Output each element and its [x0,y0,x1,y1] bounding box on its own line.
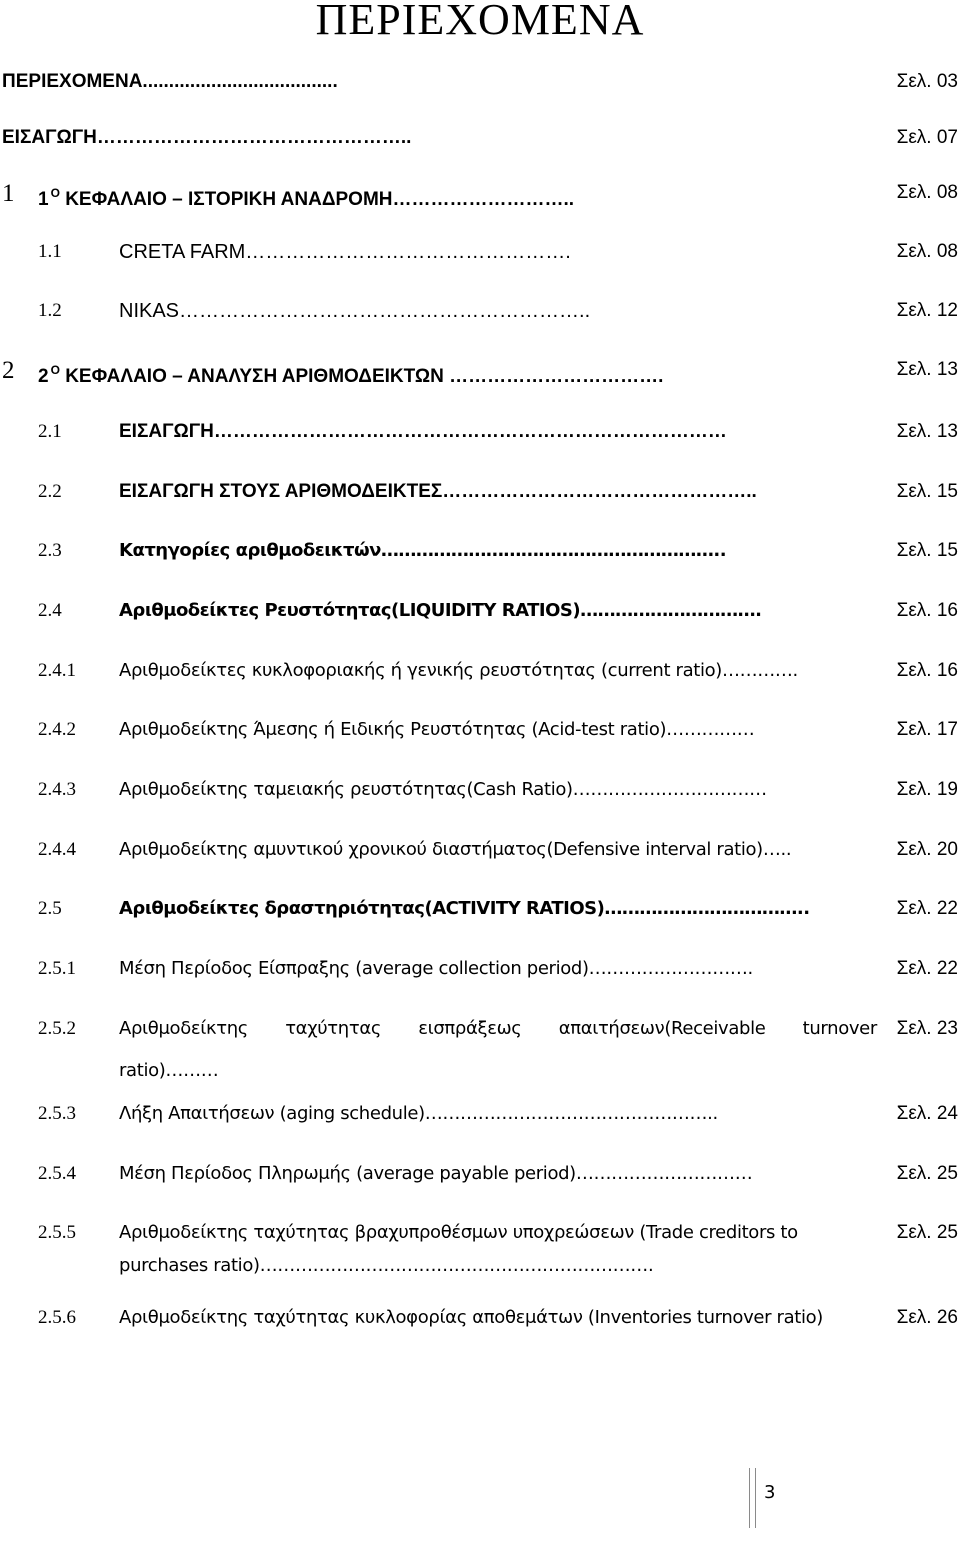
toc-entry-page: Σελ. 25 [896,1222,958,1243]
toc-entry-title: Μέση Περίοδος Πληρωμής (average payable period)………………………… [119,1163,753,1184]
toc-entry-number: 1 [2,180,15,207]
toc-entry-title: Αριθμοδείκτης ταμειακής ρευστότητας(Cash Ratio)…………………………… [119,779,767,800]
toc-entry-title: Αριθμοδείκτης ταχύτητας εισπράξεως απαιτήσεων(Receivable turnover [119,1018,877,1039]
toc-entry-title-continued: ratio)……… [119,1060,219,1081]
toc-entry-title: Μέση Περίοδος Είσπραξης (average collection period)………………………. [119,958,753,979]
toc-entry-title: ΕΙΣΑΓΩΓΗ……………………………………………………………………… [119,421,727,442]
toc-entry-number: 2.5.6 [38,1307,76,1328]
toc-entry-number: 2.5.2 [38,1018,76,1039]
toc-entry-page: Σελ. 23 [896,1018,958,1039]
toc-entry-title: Λήξη Απαιτήσεων (aging schedule)………………………………………….. [119,1103,718,1124]
toc-entry-page: Σελ. 13 [896,421,958,442]
toc-entry-title: Κατηγορίες αριθμοδεικτών………………………………………………….. [119,540,727,561]
toc-entry-number: 1.1 [38,241,62,262]
toc-entry-page: Σελ. 03 [896,71,958,92]
toc-entry-title-continued: purchases ratio)…………………………………………………………. [119,1255,654,1276]
toc-entry-title: Αριθμοδείκτης αμυντικού χρονικού διαστήματος(Defensive interval ratio)….. [119,839,792,860]
toc-entry-title: 1 $^O$ ΚΕΦΑΛΑΙΟ – ΙΣΤΟΡΙΚΗ ΑΝΑΔΡΟΜΗ……………………….. [38,186,575,210]
toc-entry-number: 2.5.1 [38,958,76,979]
toc-entry-page: Σελ. 15 [896,540,958,561]
toc-entry-number: 2.5.5 [38,1222,76,1243]
toc-entry-title: ΠΕΡΙΕΧΟΜΕΝΑ..................................... [2,71,338,92]
toc-entry-title: Αριθμοδείκτης ταχύτητας βραχυπροθέσμων υποχρεώσεων (Trade creditors to [119,1222,798,1243]
toc-entry-page: Σελ. 13 [896,359,958,380]
toc-entry-number: 2.5 [38,898,62,919]
toc-entry-title: 2 $^O$ ΚΕΦΑΛΑΙΟ – ΑΝΑΛΥΣΗ ΑΡΙΘΜΟΔΕΙΚΤΩΝ ……………………………. [38,363,664,387]
toc-entry-title: Αριθμοδείκτες δραστηριότητας(ACTIVITY RATIOS)…………………………….. [119,898,810,919]
toc-entry-number: 1.2 [38,300,62,321]
toc-entry-page: Σελ. 12 [896,300,958,321]
toc-entry-page: Σελ. 24 [896,1103,958,1124]
toc-entry-title: ΕΙΣΑΓΩΓΗ………………………………………….. [2,127,412,148]
toc-entry-page: Σελ. 20 [896,839,958,860]
toc-entry-page: Σελ. 25 [896,1163,958,1184]
toc-entry-page: Σελ. 22 [896,898,958,919]
toc-entry-page: Σελ. 07 [896,127,958,148]
toc-entry-title: NIKAS…………………………………………………….. [119,300,591,322]
toc-entry-page: Σελ. 17 [896,719,958,740]
toc-entry-number: 2.3 [38,540,62,561]
toc-entry-number: 2.5.4 [38,1163,76,1184]
toc-entry-page: Σελ. 22 [896,958,958,979]
toc-entry-page: Σελ. 16 [896,600,958,621]
toc-entry-page: Σελ. 15 [896,481,958,502]
toc-entry-number: 2.4 [38,600,62,621]
toc-entry-number: 2.4.4 [38,839,76,860]
toc-entry-title: Αριθμοδείκτες Ρευστότητας(LIQUIDITY RATIOS)…………………………. [119,600,762,621]
page-title: ΠΕΡΙΕΧΟΜΕΝΑ [315,0,645,44]
toc-entry-title: Αριθμοδείκτες κυκλοφοριακής ή γενικής ρευστότητας (current ratio)…………. [119,660,798,681]
toc-entry-page: Σελ. 26 [896,1307,958,1328]
toc-entry-number: 2.4.3 [38,779,76,800]
toc-entry-title: Αριθμοδείκτης Άμεσης ή Ειδικής Ρευστότητας (Acid-test ratio)…………… [119,719,755,740]
toc-entry-number: 2.4.1 [38,660,76,681]
toc-entry-title: Αριθμοδείκτης ταχύτητας κυκλοφορίας αποθεμάτων (Inventories turnover ratio) [119,1307,823,1328]
toc-entry-page: Σελ. 16 [896,660,958,681]
toc-entry-number: 2.2 [38,481,62,502]
toc-entry-title: ΕΙΣΑΓΩΓΗ ΣΤΟΥΣ ΑΡΙΘΜΟΔΕΙΚΤΕΣ………………………………………….. [119,481,757,502]
toc-entry-page: Σελ. 08 [896,241,958,262]
toc-entry-title: CRETA FARM…………………………………………. [119,241,571,263]
page-number: 3 [764,1482,776,1503]
toc-entry-page: Σελ. 08 [896,182,958,203]
toc-entry-number: 2.5.3 [38,1103,76,1124]
toc-entry-number: 2 [2,357,15,384]
toc-entry-number: 2.1 [38,421,62,442]
toc-entry-page: Σελ. 19 [896,779,958,800]
toc-entry-number: 2.4.2 [38,719,76,740]
footer-divider [749,1468,756,1528]
